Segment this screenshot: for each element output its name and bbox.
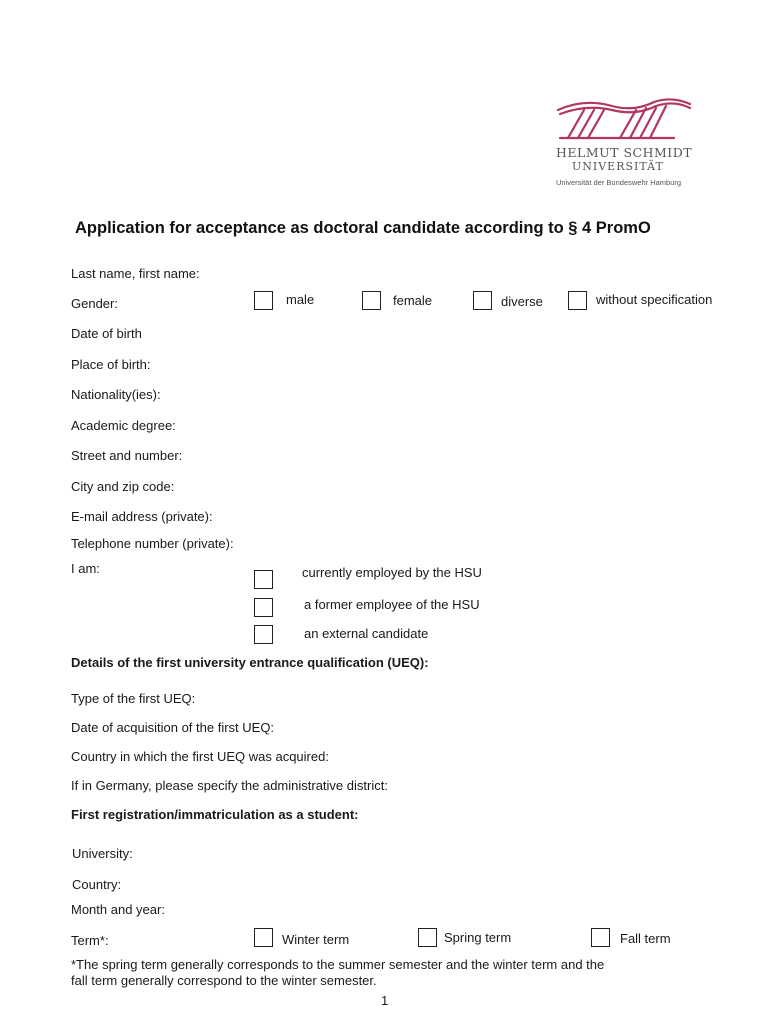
logo-line-2: UNIVERSITÄT [572, 160, 664, 173]
logo-line-3: Universität der Bundeswehr Hamburg [556, 178, 682, 187]
former-employee-checkbox[interactable] [254, 598, 273, 617]
winter-term-label: Winter term [282, 932, 350, 947]
fall-term-checkbox[interactable] [591, 928, 610, 947]
diverse-checkbox[interactable] [473, 291, 492, 310]
university-label: University: [72, 846, 133, 861]
spring-term-label: Spring term [444, 930, 512, 945]
former-employee-label: a former employee of the HSU [304, 597, 480, 612]
registration-heading: First registration/immatriculation as a student: [71, 807, 359, 822]
term-label: Term*: [71, 933, 109, 948]
external-label: an external candidate [304, 626, 429, 641]
male-checkbox[interactable] [254, 291, 273, 310]
footnote-line-2: fall term generally correspond to the winter semester. [71, 973, 377, 988]
gender-label: Gender: [71, 296, 118, 311]
spring-term-checkbox[interactable] [418, 928, 437, 947]
email-label: E-mail address (private): [71, 509, 213, 524]
nationality-label: Nationality(ies): [71, 387, 161, 402]
city-label: City and zip code: [71, 479, 175, 494]
no-specification-checkbox[interactable] [568, 291, 587, 310]
dob-label: Date of birth [71, 326, 142, 341]
winter-term-checkbox[interactable] [254, 928, 273, 947]
page-number: 1 [381, 993, 389, 1008]
footnote-line-1: *The spring term generally corresponds to the summer semester and the winter term and the [71, 957, 605, 972]
ueq-district-label: If in Germany, please specify the administrative district: [71, 778, 388, 793]
pob-label: Place of birth: [71, 357, 151, 372]
ueq-type-label: Type of the first UEQ: [71, 691, 196, 706]
employed-label: currently employed by the HSU [302, 565, 482, 580]
no-specification-label: without specification [596, 292, 713, 307]
external-checkbox[interactable] [254, 625, 273, 644]
logo-line-1: HELMUT SCHMIDT [556, 145, 693, 160]
street-label: Street and number: [71, 448, 183, 463]
ueq-heading: Details of the first university entrance qualification (UEQ): [71, 655, 429, 670]
ueq-date-label: Date of acquisition of the first UEQ: [71, 720, 275, 735]
diverse-label: diverse [501, 294, 543, 309]
female-checkbox[interactable] [362, 291, 381, 310]
female-label: female [393, 293, 433, 308]
employed-checkbox[interactable] [254, 570, 273, 589]
iam-label: I am: [71, 561, 100, 576]
reg-country-label: Country: [72, 877, 122, 892]
male-label: male [286, 292, 315, 307]
month-year-label: Month and year: [71, 902, 165, 917]
name-label: Last name, first name: [71, 266, 200, 281]
degree-label: Academic degree: [71, 418, 176, 433]
phone-label: Telephone number (private): [71, 536, 234, 551]
fall-term-label: Fall term [620, 931, 671, 946]
logo-emblem-icon [554, 96, 694, 144]
page-title: Application for acceptance as doctoral candidate according to § 4 PromO [75, 219, 651, 237]
university-logo [548, 92, 698, 192]
ueq-country-label: Country in which the first UEQ was acquired: [71, 749, 329, 764]
